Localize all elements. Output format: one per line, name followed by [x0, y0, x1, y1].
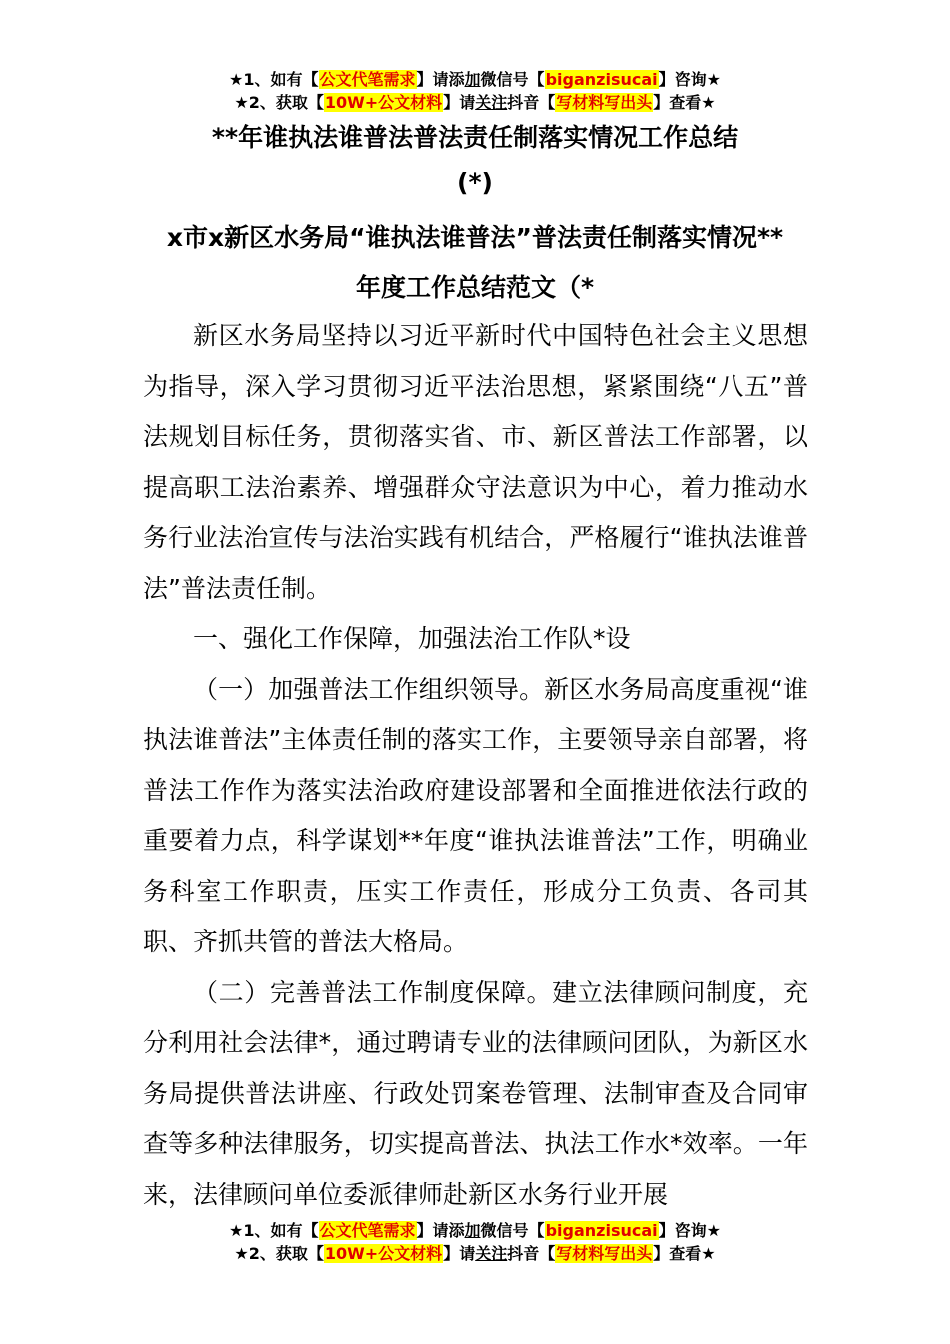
promo-highlight: 写材料写出头	[556, 93, 653, 112]
promo-text: 】请	[443, 93, 476, 112]
promo-line-2	[0, 1242, 950, 1265]
body-paragraph: （二）完善普法工作制度保障。建立法律顾问制度，充分利用社会法律*，通过聘请专业的法律顾问团队，为新区水务局提供普法讲座、行政处罚案卷管理、法制审查及合同审查等多种法律服务，切实提高普法、执法工作水*效率。一年来，法律顾问单位委派律师赴新区水务行业开展	[143, 977, 808, 1209]
promo-text: 微信号【	[480, 1221, 545, 1240]
promo-text: ★1、如有【	[229, 1221, 319, 1240]
body-paragraph: （一）加强普法工作组织领导。新区水务局高度重视“谁执法谁普法”主体责任制的落实工作，主要领导亲自部署，将普法工作作为落实法治政府建设部署和全面推进依法行政的重要着力点，科学谋划**年度“谁执法谁普法”工作，明确业务科室工作职责，压实工作责任，形成分工负责、各司其职、齐抓共管的普法大格局。	[143, 674, 808, 956]
promo-text: 】咨询★	[658, 1221, 721, 1240]
promo-banner-top	[0, 68, 950, 114]
promo-highlight: biganzisucai	[545, 1221, 658, 1240]
promo-text: ★2、获取【	[234, 1244, 324, 1263]
promo-text: 】请	[443, 1244, 476, 1263]
promo-underlined: 加	[464, 1221, 481, 1240]
promo-text: 】咨询★	[658, 70, 721, 89]
section-heading: 一、强化工作保障，加强法治工作队*设	[193, 624, 631, 653]
promo-text: 】查看★	[653, 1244, 716, 1263]
promo-line-2	[0, 91, 950, 114]
promo-highlight: biganzisucai	[545, 70, 658, 89]
document-title: **年谁执法谁普法普法责任制落实情况工作总结	[211, 123, 739, 152]
promo-underlined: 关注	[475, 93, 508, 112]
promo-banner-bottom	[0, 1219, 950, 1265]
promo-line-1	[0, 1219, 950, 1242]
promo-text: ★2、获取【	[234, 93, 324, 112]
document-title-suffix: (*)	[457, 168, 493, 197]
promo-text: ★1、如有【	[229, 70, 319, 89]
promo-highlight: 10W+公文材料	[324, 1244, 443, 1263]
document-subtitle-cont: 年度工作总结范文（*	[355, 273, 595, 302]
document-subtitle: x市x新区水务局“谁执法谁普法”普法责任制落实情况**	[166, 223, 784, 252]
promo-text: 微信号【	[480, 70, 545, 89]
promo-text: 抖音【	[507, 1244, 556, 1263]
promo-text: 】请添	[416, 70, 465, 89]
promo-highlight: 公文代笔需求	[319, 70, 416, 89]
promo-text: 】查看★	[653, 93, 716, 112]
promo-underlined: 加	[464, 70, 481, 89]
promo-text: 】请添	[416, 1221, 465, 1240]
promo-highlight: 写材料写出头	[556, 1244, 653, 1263]
document-body	[143, 311, 808, 1220]
promo-highlight: 10W+公文材料	[324, 93, 443, 112]
promo-underlined: 关注	[475, 1244, 508, 1263]
promo-highlight: 公文代笔需求	[319, 1221, 416, 1240]
promo-text: 抖音【	[507, 93, 556, 112]
promo-line-1	[0, 68, 950, 91]
body-paragraph: 新区水务局坚持以习近平新时代中国特色社会主义思想为指导，深入学习贯彻习近平法治思想，紧紧围绕“八五”普法规划目标任务，贯彻落实省、市、新区普法工作部署，以提高职工法治素养、增强群众守法意识为中心，着力推动水务行业法治宣传与法治实践有机结合，严格履行“谁执法谁普法”普法责任制。	[143, 321, 808, 603]
